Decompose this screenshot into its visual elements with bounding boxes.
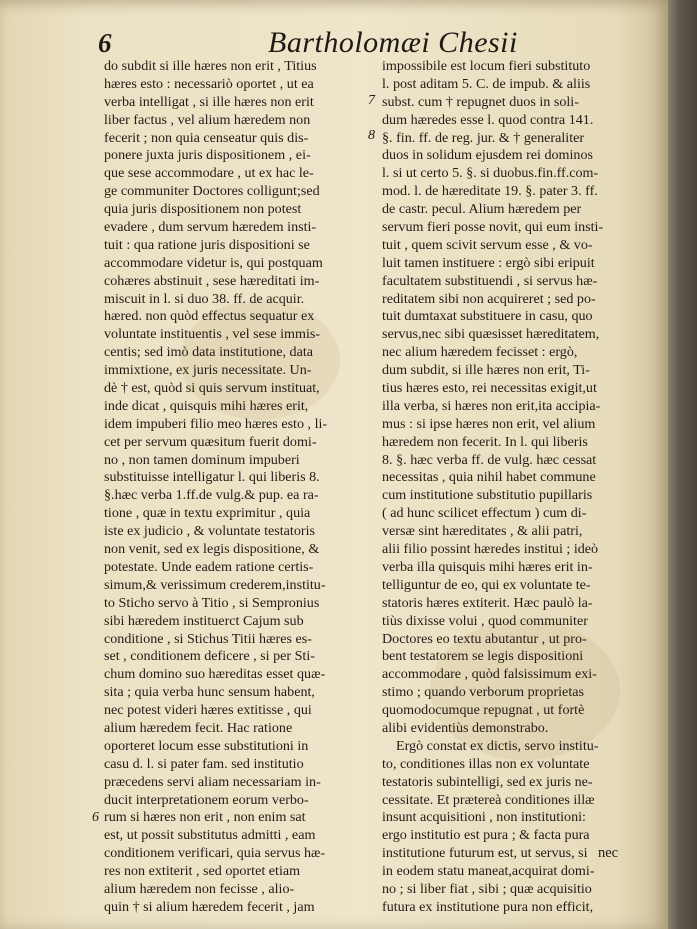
- margin-note-6: 6: [92, 810, 99, 825]
- text-line: versæ sint hæreditates , & alii patri,: [382, 523, 583, 540]
- text-line: iste ex judicio , & voluntate testatoris: [104, 523, 315, 540]
- text-line: ergo institutio est pura ; & facta pura: [382, 827, 590, 844]
- text-line: cessitate. Et prætereà conditiones illæ: [382, 791, 595, 808]
- text-line: fecerit ; non quia censeatur quis dis-: [104, 129, 309, 146]
- text-line: ponere juxta juris dispositionem , ei-: [104, 147, 311, 164]
- text-line: ge communiter Doctores colligunt;sed: [104, 183, 320, 200]
- text-line: §. fin. ff. de reg. jur. & † generaliter: [382, 129, 585, 146]
- text-line: statoris hæres extiterit. Hæc paulò la-: [382, 594, 593, 611]
- text-line: ducit interpretationem eorum verbo-: [104, 791, 309, 808]
- text-line: subst. cum † repugnet duos in soli-: [382, 93, 579, 110]
- text-line: to Sticho servo à Titio , si Sempronius: [104, 594, 320, 611]
- text-line: §.hæc verba 1.ff.de vulg.& pup. ea ra-: [104, 487, 319, 504]
- text-line: insunt acquisitioni , non institutioni:: [382, 809, 586, 826]
- text-line: reditatem sibi non acquireret ; sed po-: [382, 290, 596, 307]
- text-line: verba illa quisquis mihi hæres erit in-: [382, 558, 593, 575]
- text-line: de castr. pecul. Alium hæredem per: [382, 201, 582, 218]
- text-line: verba intelligat , si ille hæres non erit: [104, 93, 314, 110]
- text-line: inde dicat , quisquis mihi hæres erit,: [104, 397, 309, 414]
- text-line: quia juris dispositionem non potest: [104, 201, 302, 218]
- text-line: non venit, sed ex legis dispositione, &: [104, 541, 320, 558]
- text-line: tione , quæ in textu exprimitur , quia: [104, 505, 311, 522]
- text-line: voluntate instituentis , vel sese immis-: [104, 326, 321, 343]
- text-line: hæres esto : necessariò oportet , ut ea: [104, 75, 314, 92]
- text-line: servum fieri posse novit, qui eum insti-: [382, 219, 604, 236]
- text-line: que sese accommodare , ut ex hac le-: [104, 165, 314, 182]
- text-line: no , non tamen dominum impuberi: [104, 451, 300, 468]
- text-line: facultatem substituendi , si servus hæ-: [382, 272, 598, 289]
- text-line: Ergò constat ex dictis, servo institu-: [396, 737, 599, 754]
- text-line: servus,nec sibi quæsisset hæreditatem,: [382, 326, 600, 343]
- text-line: conditione , si Stichus Titii hæres es-: [104, 630, 312, 647]
- text-line: idem impuberi filio meo hæres esto , li-: [104, 415, 328, 432]
- text-line: Doctores eo textu abutantur , ut pro-: [382, 630, 587, 647]
- text-line: to, conditiones illas non ex voluntate: [382, 755, 590, 772]
- text-line: stimo ; quando verborum proprietas: [382, 684, 584, 701]
- catchword: nec: [598, 845, 619, 861]
- text-line: alium hæredem fecit. Hac ratione: [104, 719, 293, 736]
- text-line: rum si hæres non erit , non enim sat: [104, 809, 306, 826]
- text-line: testatoris subintelligi, sed ex juris ne-: [382, 773, 593, 790]
- text-line: bent testatorem se legis dispositioni: [382, 648, 584, 665]
- text-line: necessitas , quia nihil habet commune: [382, 469, 596, 486]
- text-line: chum domino suo hæreditas esset quæ-: [104, 666, 326, 683]
- text-line: tuit : qua ratione juris dispositioni se: [104, 236, 310, 253]
- text-line: nec potest videri hæres extitisse , qui: [104, 702, 312, 719]
- right-text-column: [382, 58, 672, 917]
- text-line: evadere , dum servum hæredem insti-: [104, 219, 317, 236]
- text-line: sibi hæredem instituerct Cajum sub: [104, 612, 304, 629]
- text-line: substituisse intelligatur l. qui liberis 8.: [104, 469, 320, 486]
- text-line: quomodocumque repugnat , ut fortè: [382, 702, 585, 719]
- text-line: accommodare , quòd falsissimum exi-: [382, 666, 597, 683]
- margin-note-7: 7: [368, 93, 375, 108]
- text-line: mod. l. de hæreditate 19. §. pater 3. ff.: [382, 183, 598, 200]
- text-line: l. si ut certo 5. §. si duobus.fin.ff.com-: [382, 165, 599, 182]
- text-line: liber factus , vel alium hæredem non: [104, 111, 311, 128]
- text-line: dum hæredes esse l. quod contra 141.: [382, 111, 594, 128]
- text-line: immixtione, ex juris necessitate. Un-: [104, 362, 312, 379]
- text-line: tuit , quem scivit servum esse , & vo-: [382, 236, 593, 253]
- text-line: cohæres abstinuit , sese hæreditati im-: [104, 272, 320, 289]
- text-line: miscuit in l. si duo 38. ff. de acquir.: [104, 290, 305, 307]
- text-line: 8. §. hæc verba ff. de vulg. hæc cessat: [382, 451, 597, 468]
- facing-page-edge: [668, 0, 697, 929]
- text-line: alibi evidentiùs demonstrabo.: [382, 719, 549, 736]
- left-text-column: [104, 58, 387, 917]
- text-line: tiùs dixisse volui , quod communiter: [382, 612, 588, 629]
- page-number: 6: [98, 28, 112, 58]
- text-line: conditionem verificari, quia servus hæ-: [104, 845, 326, 862]
- margin-note-8: 8: [368, 128, 375, 143]
- text-line: set , conditionem deficere , si per Sti-: [104, 648, 315, 665]
- text-line: sita ; quia verba hunc sensum habent,: [104, 684, 315, 701]
- running-head: Bartholomæi Chesii: [268, 26, 518, 59]
- text-line: impossibile est locum fieri substituto: [382, 58, 591, 74]
- text-line: cum institutione substitutio pupillaris: [382, 487, 593, 504]
- text-line: mus : si ipse hæres non erit, vel alium: [382, 415, 596, 432]
- text-line: futura ex institutione pura non efficit,: [382, 898, 594, 915]
- text-line: l. post aditam 5. C. de impub. & aliis: [382, 75, 591, 92]
- text-line: res non extiterit , sed oportet etiam: [104, 863, 301, 880]
- text-line: alium hæredem non fecisse , alio-: [104, 880, 295, 897]
- text-line: oporteret locum esse substitutioni in: [104, 737, 309, 754]
- text-line: hæredem non fecerit. In l. qui liberis: [382, 433, 588, 450]
- text-line: potestate. Unde eadem ratione certis-: [104, 558, 314, 575]
- text-line: telliguntur de eo, qui ex voluntate te-: [382, 576, 591, 593]
- text-line: quin † si alium hæredem fecerit , jam: [104, 898, 315, 915]
- text-line: no ; si liber fiat , sibi ; quæ acquisitio: [382, 880, 592, 897]
- text-line: institutione futurum est, ut servus, si: [382, 845, 588, 862]
- text-line: illa verba, si hæres non erit,ita accipia-: [382, 397, 601, 414]
- text-line: tius hæres esto, rei necessitas exigit,ut: [382, 380, 597, 397]
- text-line: dè † est, quòd si quis servum instituat,: [104, 380, 320, 397]
- text-line: centis; sed imò data institutione, data: [104, 344, 314, 361]
- text-line: nec alium hæredem fecisset : ergò,: [382, 344, 578, 361]
- text-line: accommodare videtur is, qui postquam: [104, 254, 323, 271]
- text-line: præcedens servi aliam necessariam in-: [104, 773, 321, 790]
- text-line: dum subdit, si ille hæres non erit, Ti-: [382, 362, 590, 379]
- text-line: ( ad hunc scilicet effectum ) cum di-: [382, 505, 587, 522]
- text-line: duos in solidum ejusdem rei dominos: [382, 147, 594, 164]
- text-line: luit tamen instituere : ergò sibi eripuit: [382, 254, 595, 271]
- text-line: do subdit si ille hæres non erit , Titius: [104, 58, 317, 74]
- text-line: est, ut possit substitutus admitti , eam: [104, 827, 316, 844]
- text-line: alii filio possint hæredes institui ; ideò: [382, 541, 599, 558]
- text-line: cet per servum quæsitum fuerit domi-: [104, 433, 317, 450]
- text-line: in eodem statu maneat,acquirat domi-: [382, 863, 595, 880]
- text-line: casu d. l. si pater fam. sed institutio: [104, 755, 304, 772]
- text-line: simum,& verissimum crederem,institu-: [104, 576, 326, 593]
- text-line: tuit dumtaxat substituere in casu, quo: [382, 308, 593, 325]
- text-line: hæred. non quòd effectus sequatur ex: [104, 308, 315, 325]
